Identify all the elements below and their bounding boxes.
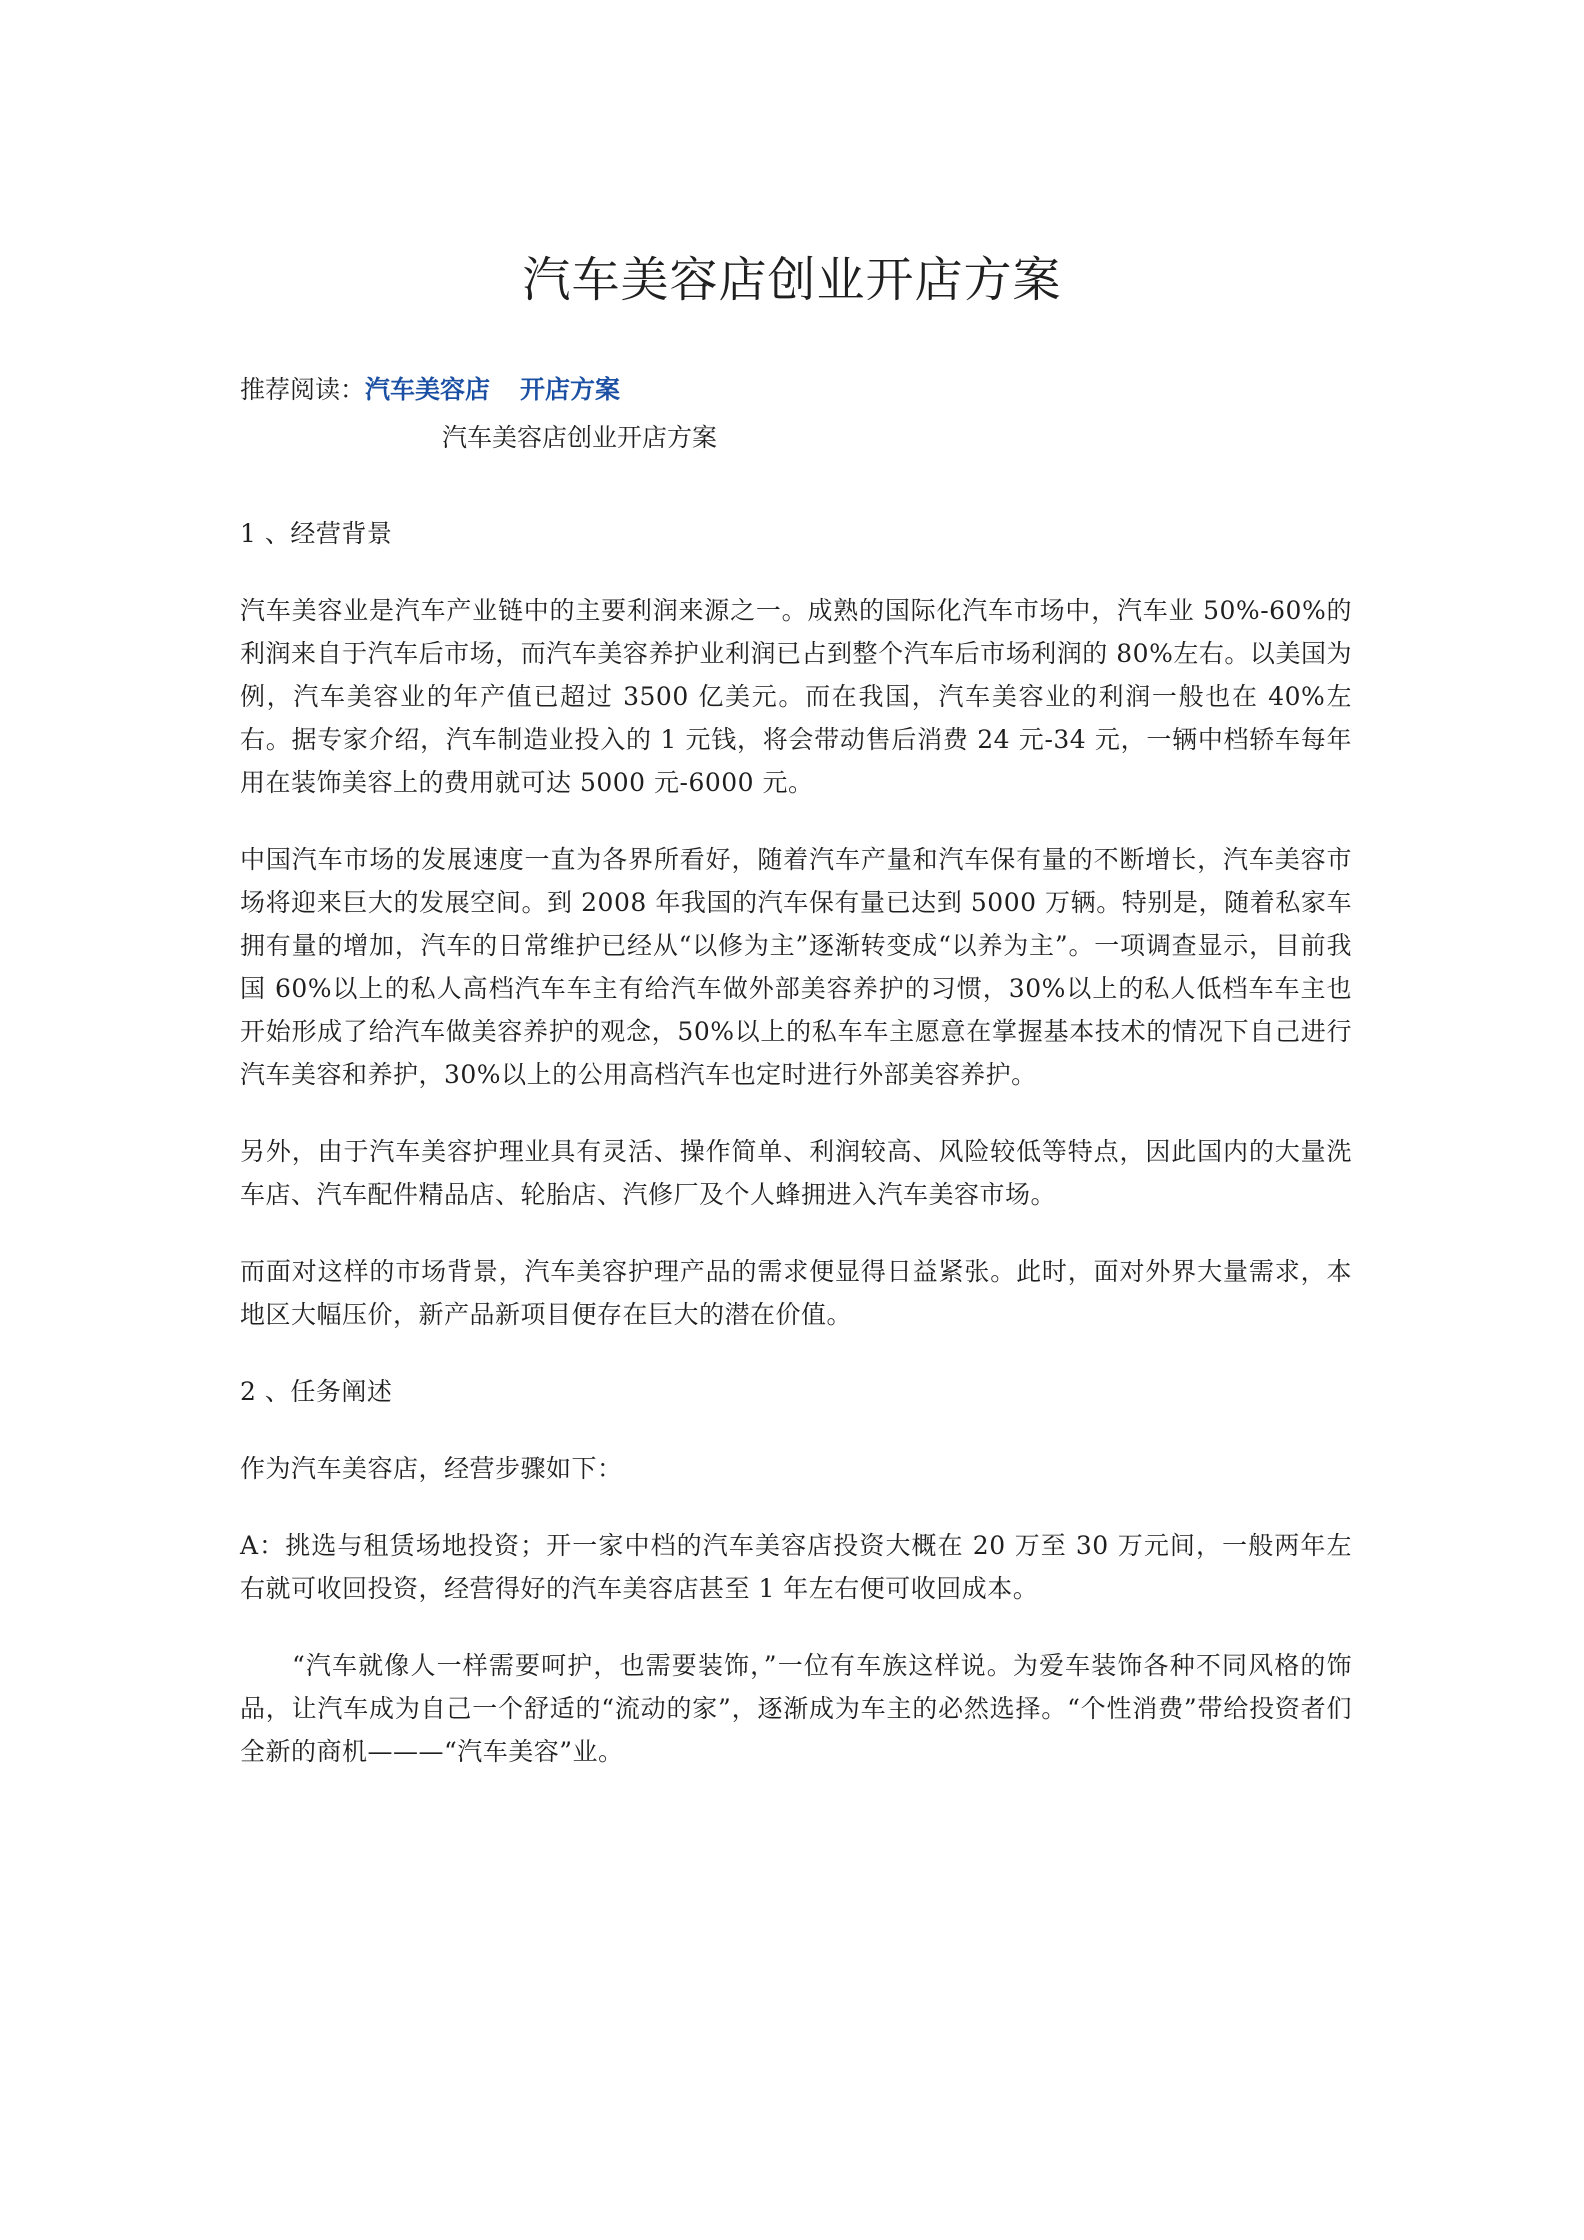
- document-body: [240, 512, 1352, 1807]
- paragraph-steps-intro: 作为汽车美容店，经营步骤如下：: [240, 1454, 623, 1483]
- document-subtitle: 汽车美容店创业开店方案: [442, 423, 718, 452]
- recommended-reading: [240, 372, 620, 408]
- recommended-reading-label: 推荐阅读：: [240, 375, 366, 404]
- recommended-link-shop-plan[interactable]: 开店方案: [520, 375, 621, 404]
- paragraph-market-features: 另外，由于汽车美容护理业具有灵活、操作简单、利润较高、风险较低等特点，因此国内的大量洗车店、汽车配件精品店、轮胎店、汽修厂及个人蜂拥进入汽车美容市场。: [240, 1137, 1352, 1209]
- paragraph-china-market: 中国汽车市场的发展速度一直为各界所看好，随着汽车产量和汽车保有量的不断增长，汽车美容市场将迎来巨大的发展空间。到 2008 年我国的汽车保有量已达到 5000 万辆。特别是，随着私家车拥有量的增加，汽车的日常维护已经从“以修为主”逐渐转变成“以养为主”。一项调查显示，目前我国 60%以上的私人高档汽车车主有给汽车做外部美容养护的习惯，30%以上的私人低档车车主也开始形成了给汽车做美容养护的观念，50%以上的私车车主愿意在掌握基本技术的情况下自己进行汽车美容和养护，30%以上的公用高档汽车也定时进行外部美容养护。: [240, 845, 1352, 1089]
- paragraph-step-a: A：挑选与租赁场地投资；开一家中档的汽车美容店投资大概在 20 万至 30 万元间，一般两年左右就可收回投资，经营得好的汽车美容店甚至 1 年左右便可收回成本。: [240, 1531, 1352, 1603]
- section-heading-background: 1 、经营背景: [240, 519, 393, 548]
- paragraph-industry-profit: 汽车美容业是汽车产业链中的主要利润来源之一。成熟的国际化汽车市场中，汽车业 50%-60%的利润来自于汽车后市场，而汽车美容养护业利润已占到整个汽车后市场利润的 80%左右。以美国为例，汽车美容业的年产值已超过 3500 亿美元。而在我国，汽车美容业的利润一般也在 40%左右。据专家介绍，汽车制造业投入的 1 元钱，将会带动售后消费 24 元-34 元，一辆中档轿车每年用在装饰美容上的费用就可达 5000 元-6000 元。: [240, 596, 1352, 797]
- paragraph-personalized-consumption: “汽车就像人一样需要呵护，也需要装饰，”一位有车族这样说。为爱车装饰各种不同风格的饰品，让汽车成为自己一个舒适的“流动的家”，逐渐成为车主的必然选择。“个性消费”带给投资者们全新的商机———“汽车美容”业。: [240, 1651, 1352, 1766]
- section-heading-tasks: 2 、任务阐述: [240, 1377, 393, 1406]
- paragraph-market-demand: 而面对这样的市场背景，汽车美容护理产品的需求便显得日益紧张。此时，面对外界大量需求，本地区大幅压价，新产品新项目便存在巨大的潜在价值。: [240, 1257, 1352, 1329]
- document-title: 汽车美容店创业开店方案: [522, 252, 1062, 308]
- recommended-link-car-beauty-shop[interactable]: 汽车美容店: [365, 375, 491, 404]
